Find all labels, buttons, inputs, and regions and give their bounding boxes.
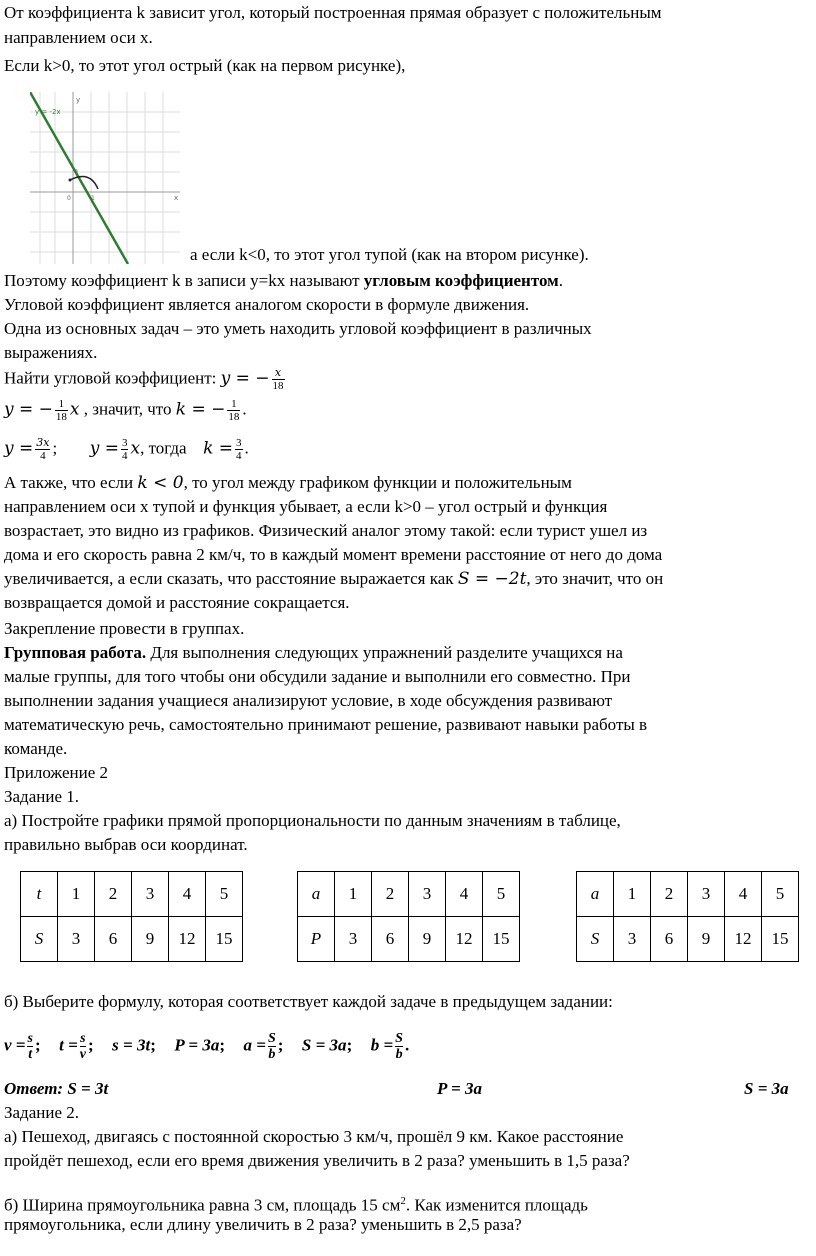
x-axis-label: x (174, 194, 179, 202)
paragraph-line: дома и его скорость равна 2 км/ч, то в каждый момент времени расстояние от него до дома (4, 545, 663, 564)
paragraph-line: команде. (4, 739, 68, 758)
data-table (20, 871, 243, 962)
graph-label: y = -2x (35, 108, 61, 116)
paragraph-line: правильно выбрав оси координат. (4, 835, 248, 854)
paragraph-line: От коэффициента k зависит угол, который построенная прямая образует с положительным (4, 3, 662, 22)
answer-third: S = 3a (744, 1079, 789, 1098)
table-row: S 3 6 9 12 15 (577, 917, 799, 962)
paragraph-line: Задание 2. (4, 1103, 79, 1122)
paragraph-line: а) Пешеход, двигаясь с постоянной скоростью 3 км/ч, прошёл 9 км. Какое расстояние (4, 1127, 624, 1146)
table-row: t 1 2 3 4 5 (21, 872, 243, 917)
origin-label: 0 (67, 195, 71, 202)
paragraph-line: возрастает, это видно из графиков. Физический аналог этому такой: если турист ушел из (4, 521, 648, 540)
paragraph-line: прямоугольника, если длину увеличить в 2 раза? уменьшить в 2,5 раза? (4, 1215, 522, 1234)
paragraph-line: направлением оси x тупой и функция убывает, а если k>0 – угол острый и функция (4, 497, 608, 516)
table-row: P 3 6 9 12 15 (298, 917, 520, 962)
graph-line (30, 92, 128, 264)
paragraph-line: математическую речь, самостоятельно принимают решение, развивают навыки работы в (4, 715, 648, 734)
paragraph-line: Если k>0, то этот угол острый (как на первом рисунке), (4, 56, 406, 75)
table-row: S 3 6 9 12 15 (21, 917, 243, 962)
paragraph-line: а если k<0, то этот угол тупой (как на втором рисунке). (190, 245, 589, 264)
paragraph-line: выполнении задания учащиеся анализируют условие, в ходе обсуждения развивают (4, 691, 613, 710)
paragraph-line: малые группы, для того чтобы они обсудили задание и выполнили его совместно. При (4, 667, 631, 686)
paragraph-line: А также, что если k < 0, то угол между графиком функции и положительным (4, 473, 572, 493)
paragraph-line: б) Ширина прямоугольника равна 3 см, площадь 15 $см^2$. Как изменится площадь (4, 1195, 588, 1215)
table-row: a 1 2 3 4 5 (298, 872, 520, 917)
paragraph-line: а) Постройте графики прямой пропорциональности по данным значениям в таблице, (4, 811, 621, 830)
paragraph-line: Одна из основных задач – это уметь находить угловой коэффициент в различных (4, 319, 592, 338)
paragraph-line: пройдёт пешеход, если его время движения увеличить в 2 раза? уменьшить в 1,5 раза? (4, 1151, 630, 1170)
data-table (576, 871, 799, 962)
table-row: a 1 2 3 4 5 (577, 872, 799, 917)
formula-line: y = − $\frac{1}{18}$ x , значит, что k = − $\frac{1}{18}$ . (4, 398, 247, 423)
paragraph-line: б) Выберите формулу, которая соответствует каждой задаче в предыдущем задании: (4, 992, 613, 1011)
paragraph-line: Закрепление провести в группах. (4, 619, 245, 638)
data-table (297, 871, 520, 962)
formula-line: Найти угловой коэффициент: y = − $\frac{x}{18}$ (4, 366, 284, 392)
answer-line: Ответ: S = 3t (4, 1079, 109, 1098)
paragraph-line: возвращается домой и расстояние сокращается. (4, 593, 350, 612)
paragraph-line: Групповая работа. Для выполнения следующих упражнений разделите учащихся на (4, 643, 623, 662)
formula-line: y = $\frac{3x}{4}$ ; y = $\frac{3}{4}$ x, тогда k = $\frac{3}{4}$ . (4, 436, 249, 462)
answer-second: P = 3a (437, 1079, 482, 1098)
paragraph-line: увеличивается, а если сказать, что расстояние выражается как S = −2t, это значит, что он (4, 569, 664, 589)
paragraph-line: направлением оси x. (4, 28, 153, 47)
formula-options: v = $\frac{s}{t}$ ; t = $\frac{s}{v}$ ; s = 3t; P = 3a; a = $\frac{S}{b}$ ; S = 3a; b = $\frac{S}{b}$ . (4, 1031, 410, 1062)
paragraph-line: Поэтому коэффициент k в записи y=kx называют угловым коэффициентом. (4, 271, 563, 290)
slope-graph (30, 92, 180, 264)
y-axis-label: y (76, 96, 81, 104)
paragraph-line: Приложение 2 (4, 763, 108, 782)
y-tick-label: 1 (75, 169, 79, 176)
paragraph-line: Угловой коэффициент является аналогом скорости в формуле движения. (4, 295, 530, 314)
paragraph-line: Задание 1. (4, 787, 79, 806)
paragraph-line: выражениях. (4, 343, 98, 362)
x-tick-label: 1 (91, 195, 95, 202)
